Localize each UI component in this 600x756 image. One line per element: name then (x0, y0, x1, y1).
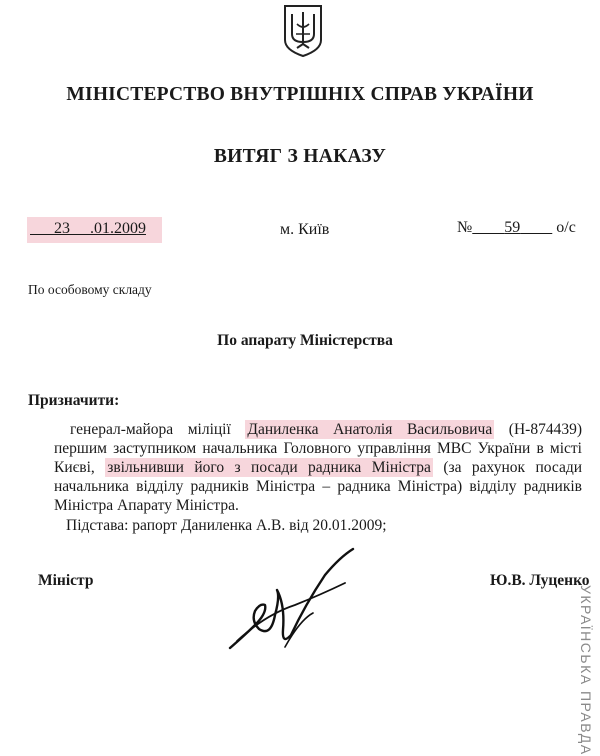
body-part-1: генерал-майора міліції (70, 421, 246, 438)
signer-position: Міністр (38, 572, 94, 589)
number-suffix: о/с (556, 219, 576, 236)
ministry-name: МІНІСТЕРСТВО ВНУТРІШНІХ СПРАВ УКРАЇНИ (66, 84, 534, 105)
publisher-watermark (572, 585, 596, 756)
order-date (30, 220, 146, 238)
highlighted-name: Даниленка Анатолія Васильовича (247, 421, 493, 438)
body-part-3: (за рахунок посади начальника відділу радників Міністра – радника Міністра) відділу радників Міністра Апарату Міністра. (54, 459, 583, 514)
order-date-day: 23 (54, 220, 70, 237)
appoint-heading: Призначити: (28, 392, 120, 409)
watermark-text: УКРАЇНСЬКА ПРАВДА (578, 585, 594, 756)
number-value: 59 (504, 219, 521, 236)
body-part-2: (Н-874439) першим заступником начальника Головного управління МВС України в місті Києві, (54, 421, 582, 476)
basis-line: Підстава: рапорт Даниленка А.В. від 20.01.2009; (66, 517, 387, 534)
handwritten-signature (225, 545, 365, 655)
signer-name: Ю.В. Луценко (490, 572, 590, 589)
order-number (457, 219, 576, 237)
department-heading: По апарату Міністерства (217, 332, 393, 349)
trident-coat-of-arms-icon (283, 4, 323, 58)
highlighted-dismissal: звільнивши його з посади радника Міністра (107, 459, 431, 476)
order-city: м. Київ (280, 221, 330, 238)
order-body (54, 420, 582, 515)
document-title: ВИТЯГ З НАКАЗУ (213, 146, 387, 167)
section-label: По особовому складу (28, 282, 152, 297)
number-prefix: № (457, 219, 473, 236)
order-date-rest: .01.2009 (90, 220, 146, 237)
